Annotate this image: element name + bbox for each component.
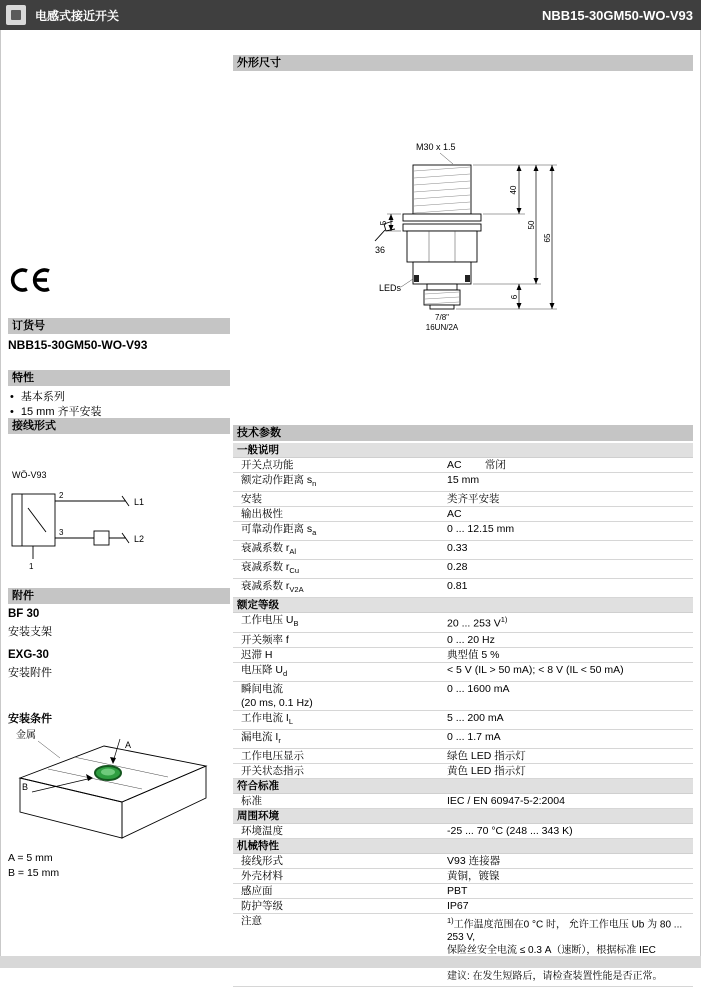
section-features: 特性 [8, 370, 230, 386]
brand-icon [6, 5, 26, 25]
tech-row-label: 瞬间电流 (20 ms, 0.1 Hz) [241, 682, 313, 709]
feature-item: • 基本系列 [8, 390, 102, 405]
tech-row [233, 579, 693, 598]
tech-row-value: 0 ... 1600 mA [447, 682, 510, 695]
tech-section-header: 机械特性 [233, 839, 693, 854]
wiring-l2-label: L2 [134, 534, 145, 544]
tech-row [233, 899, 693, 914]
tech-row-value: AC [447, 508, 462, 521]
dim-65-label: 65 [543, 233, 552, 243]
tech-row-label: 衰减系数 $r_{Al}$ [241, 542, 297, 557]
tech-row [233, 914, 693, 987]
tech-row-label: 工作电流 $I_L$ [241, 711, 294, 726]
tech-row-value: 5 ... 200 mA [447, 711, 504, 724]
wiring-pin2-label: 2 [59, 491, 64, 500]
tech-row-value: 黄铜，镀镍 [447, 869, 500, 882]
wiring-l1-label: L1 [134, 497, 145, 507]
tech-row-value: -25 ... 70 °C (248 ... 343 K) [447, 824, 573, 837]
accessory-description: 安装附件 [8, 667, 52, 679]
dim-50-label: 50 [527, 220, 536, 230]
order-number: NBB15-30GM50-WO-V93 [8, 338, 148, 352]
header-part-number: NBB15-30GM50-WO-V93 [542, 7, 693, 23]
tech-row-value: 黄色 LED 指示灯 [447, 764, 526, 777]
tech-row-label: 标准 [241, 794, 262, 807]
tech-row-value: 类齐平安装 [447, 493, 500, 506]
accessory-name: EXG-30 [8, 649, 49, 661]
tech-row-label: 可靠动作距离 $s_a$ [241, 523, 317, 538]
tech-row [233, 507, 693, 522]
tech-row-label: 接线形式 [241, 854, 283, 867]
tech-row [233, 682, 693, 711]
tech-row-value: $^{1)}$工作温度范围在0 °C 时， 允许工作电压 Ub 为 80 ... 253 V, 保险丝安全电流 ≤ 0.3 A（速断），根据标准 IEC 建议: 在发生短路后，请检查装置性能是否正常。 [447, 915, 683, 983]
tech-row-value: PBT [447, 884, 468, 897]
tech-row [233, 794, 693, 809]
metal-label: 金属 [16, 730, 36, 741]
thread-label: M30 x 1.5 [416, 142, 456, 152]
mounting-a-label: A [125, 740, 132, 750]
tech-section-header: 周围环境 [233, 809, 693, 824]
tech-row-value: 绿色 LED 指示灯 [447, 749, 526, 762]
tech-row-value: < 5 V (IL > 50 mA); < 8 V (IL < 50 mA) [447, 663, 624, 676]
dim-40-label: 40 [509, 185, 518, 195]
tech-row [233, 492, 693, 507]
tech-row-value: IP67 [447, 899, 469, 912]
tech-row-label: 衰减系数 $r_{V2A}$ [241, 580, 304, 595]
tech-row-value: 0.33 [447, 542, 468, 555]
tech-row-label: 衰减系数 $r_{Cu}$ [241, 561, 300, 576]
tech-row [233, 648, 693, 663]
dim-6-label: 6 [510, 294, 519, 300]
tech-row-value: 0.81 [447, 580, 468, 593]
section-connection-type: 接线形式 [8, 418, 230, 434]
tech-row-label: 开关频率 f [241, 633, 289, 646]
tech-row-label: 工作电压 $U_B$ [241, 614, 299, 629]
tech-row-value: 0 ... 1.7 mA [447, 730, 501, 743]
tech-row-label: 迟滞 H [241, 648, 273, 661]
mounting-dim-b: B = 15 mm [8, 867, 60, 879]
tech-row [233, 473, 693, 492]
tech-row [233, 749, 693, 764]
tech-row-value: 15 mm [447, 474, 480, 486]
tech-table [233, 443, 693, 987]
tech-row [233, 633, 693, 648]
tech-row [233, 764, 693, 779]
accessory-name: BF 30 [8, 608, 40, 620]
wiring-type-label: WÖ-V93 [12, 470, 47, 480]
dimension-drawing [233, 72, 693, 425]
tech-section-header: 额定等级 [233, 598, 693, 613]
tech-row-label: 额定动作距离 $s_n$ [241, 474, 317, 489]
tech-row [233, 884, 693, 899]
tech-row-label: 外壳材料 [241, 869, 283, 882]
features-list [8, 390, 102, 420]
tech-row-value: 0 ... 20 Hz [447, 633, 495, 646]
leds-label: LEDs [379, 283, 402, 293]
tech-row [233, 522, 693, 541]
tech-row-value: 20 ... 253 $V^{1)}$ [447, 615, 508, 630]
section-dimensions: 外形尺寸 [233, 55, 693, 71]
tech-row-label: 注意 [241, 914, 262, 927]
connector-thread-label: 7/8" [435, 313, 449, 322]
tech-row [233, 613, 693, 632]
brand-glyph [11, 10, 21, 20]
tech-row-label: 防护等级 [241, 899, 283, 912]
tech-row-label: 输出极性 [241, 508, 283, 521]
tech-row-label: 安装 [241, 493, 262, 506]
mounting-dim-a: A = 5 mm [8, 852, 53, 864]
mounting-b-label: B [22, 782, 29, 792]
tech-row [233, 869, 693, 884]
wiring-pin1-label: 1 [29, 562, 34, 571]
tech-row [233, 824, 693, 839]
accessories-list [8, 608, 52, 690]
dimension-drawing-graphic [233, 72, 693, 420]
tech-row-value: 0.28 [447, 561, 468, 574]
tech-section-header: 一般说明 [233, 443, 693, 458]
tech-row-label: 感应面 [241, 884, 273, 897]
tech-row-value: AC 常闭 [447, 459, 506, 471]
ce-mark [10, 266, 52, 299]
tech-row [233, 541, 693, 560]
connector-thread-label2: 16UN/2A [425, 323, 459, 332]
feature-item: • 15 mm 齐平安装 [8, 405, 102, 420]
tech-row-label: 开关状态指示 [241, 764, 304, 777]
tech-row-value: V93 连接器 [447, 854, 501, 867]
tech-row [233, 711, 693, 730]
section-accessories: 附件 [8, 588, 230, 604]
tech-row-value: IEC / EN 60947-5-2:2004 [447, 794, 565, 807]
dim-5-label: 5 [379, 220, 388, 226]
tech-row-label: 电压降 $U_d$ [241, 663, 288, 678]
accessory-description: 安装支架 [8, 626, 52, 638]
wiring-diagram-graphic [8, 468, 223, 573]
tech-row-value: 0 ... 12.15 mm [447, 523, 515, 536]
tech-row-label: 环境温度 [241, 824, 283, 837]
tech-section-header: 符合标准 [233, 779, 693, 794]
tech-row-label: 工作电压显示 [241, 749, 304, 762]
tech-row [233, 854, 693, 869]
tech-row-label: 开关点功能 [241, 459, 294, 471]
section-technical-data: 技术参数 [233, 425, 693, 441]
mounting-conditions-title: 安装条件 [8, 713, 52, 725]
section-order-number: 订货号 [8, 318, 230, 334]
header-bar [0, 0, 701, 30]
wiring-pin3-label: 3 [59, 528, 64, 537]
page-title: 电感式接近开关 [35, 8, 120, 23]
mounting-diagram-graphic [8, 726, 218, 851]
tech-row [233, 560, 693, 579]
footer-bar [0, 956, 701, 968]
tech-row-label: 漏电流 $I_r$ [241, 730, 281, 745]
wiring-diagram [8, 468, 223, 578]
tech-row-value: 典型值 5 % [447, 648, 500, 661]
mounting-diagram [8, 726, 218, 856]
tech-row [233, 458, 693, 473]
tech-row [233, 663, 693, 682]
tech-row [233, 730, 693, 749]
wrench-size-label: 36 [375, 245, 386, 255]
ce-mark-graphic [10, 266, 52, 294]
